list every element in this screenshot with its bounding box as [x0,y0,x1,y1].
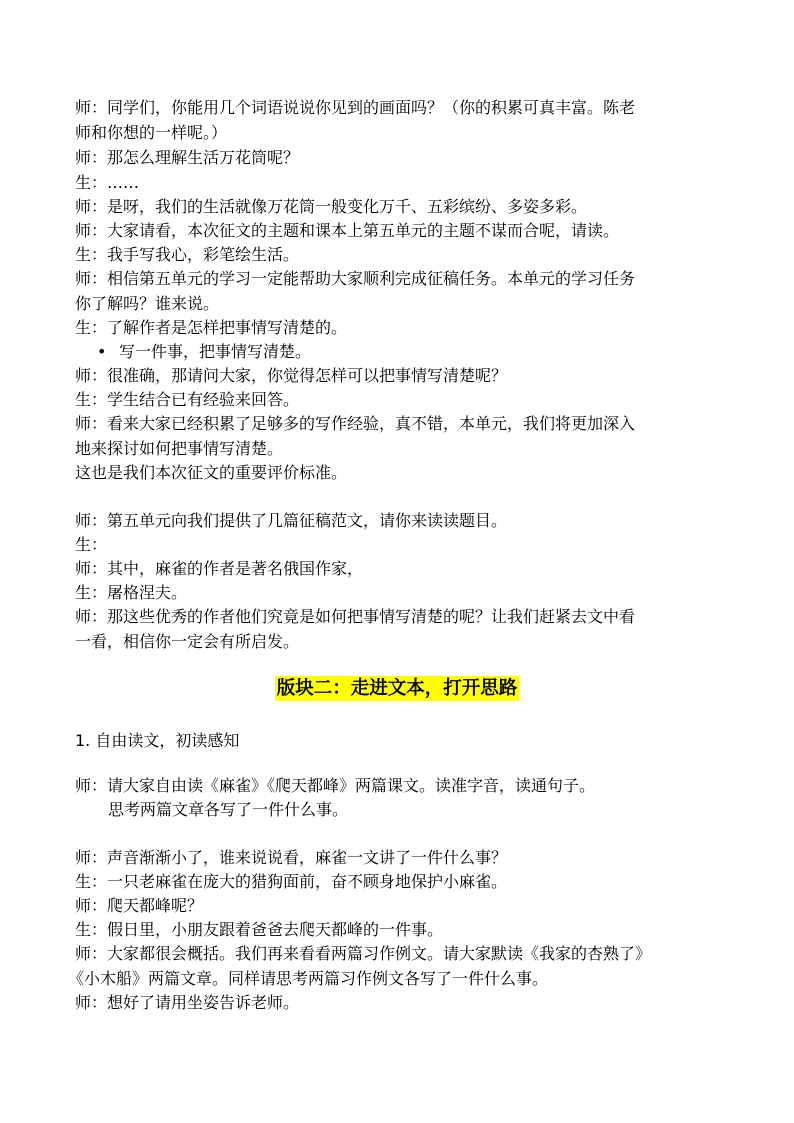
section-heading [0,676,794,702]
text-line: 师：第五单元向我们提供了几篇征稿范文，请你来读读题目。 [75,511,508,530]
text-line: 师：其中，麻雀的作者是著名俄国作家， [75,559,364,578]
text-line: 师：大家请看，本次征文的主题和课本上第五单元的主题不谋而合呢，请读。 [75,221,620,240]
section-heading-text: 版块二：走进文本，打开思路 [276,678,518,699]
text-line: 生：假日里，小朋友跟着爸爸去爬天都峰的一件事。 [75,920,444,939]
text-line: 生：学生结合已有经验来回答。 [75,390,300,409]
text-line: 生：…… [75,173,140,192]
text-line: 生： [75,535,108,554]
text-line: 师：大家都很会概括。我们再来看看两篇习作例文。请大家默读《我家的杏熟了》 [75,944,652,963]
text-line-indented: 思考两篇文章各写了一件什么事。 [108,800,349,819]
text-line: 生：了解作者是怎样把事情写清楚的。 [75,318,348,337]
text-line: 师：看来大家已经积累了足够多的写作经验，真不错，本单元，我们将更加深入 [75,414,636,433]
numbered-item: 1. 自由读文，初读感知 [75,731,240,750]
text-line: 师：那这些优秀的作者他们究竟是如何把事情写清楚的呢？让我们赶紧去文中看 [75,607,636,626]
text-line: 地来探讨如何把事情写清楚。 [75,439,284,458]
text-line: 师：相信第五单元的学习一定能帮助大家顺利完成征稿任务。本单元的学习任务 [75,269,636,288]
text-line: 你了解吗？谁来说。 [75,294,220,313]
text-line: 师：同学们，你能用几个词语说说你见到的画面吗？（你的积累可真丰富。陈老 [75,98,636,117]
text-line: 师：那怎么理解生活万花筒呢？ [75,148,300,167]
text-line: 一看，相信你一定会有所启发。 [75,632,300,651]
text-line: 《小木船》两篇文章。同样请思考两篇习作例文各写了一件什么事。 [68,969,549,988]
text-line: 师：爬天都峰呢？ [75,896,204,915]
text-line: 师：想好了请用坐姿告诉老师。 [75,993,300,1012]
text-line: 师：请大家自由读《麻雀》《爬天都峰》两篇课文。读准字音，读通句子。 [75,776,596,795]
text-line: 师：很准确，那请问大家，你觉得怎样可以把事情写清楚呢？ [75,366,508,385]
text-line: 师和你想的一样呢。） [75,123,228,142]
text-line: 这也是我们本次征文的重要评价标准。 [75,463,348,482]
text-line: 师：声音渐渐小了，谁来说说看，麻雀一文讲了一件什么事？ [75,848,508,867]
text-line: 生：一只老麻雀在庞大的猎狗面前，奋不顾身地保护小麻雀。 [75,872,508,891]
text-line: 师：是呀，我们的生活就像万花筒一般变化万千、五彩缤纷、多姿多彩。 [75,197,588,216]
bullet-text: 写一件事，把事情写清楚。 [119,342,312,361]
text-line: 生：我手写我心，彩笔绘生活。 [75,245,300,264]
text-line: 生：屠格涅夫。 [75,583,188,602]
bullet-icon: • [97,342,107,361]
bullet-item [97,342,311,362]
